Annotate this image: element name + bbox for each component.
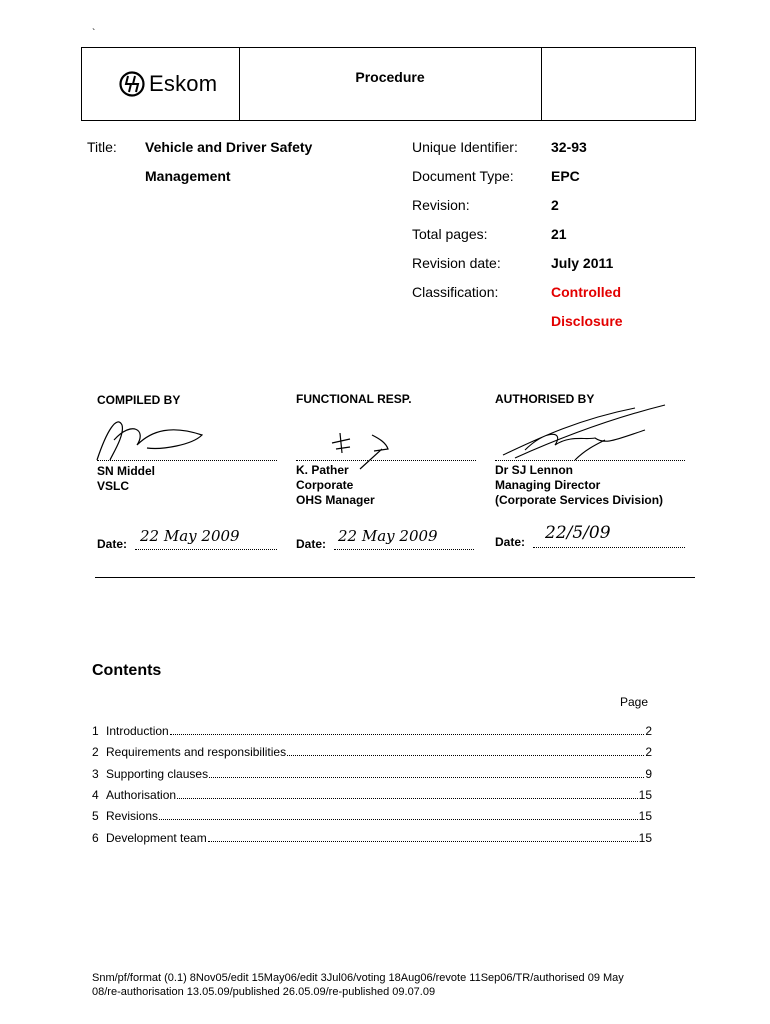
toc-item-title: Authorisation [106, 788, 177, 802]
functional-resp-date-line [334, 549, 474, 550]
toc-leader [208, 841, 638, 842]
functional-resp-date-handwritten: 22 May 2009 [338, 527, 438, 545]
toc-item[interactable] [92, 767, 652, 781]
toc-leader [170, 734, 645, 735]
compiled-by-role: VSLC [97, 479, 130, 493]
toc-leader [209, 777, 644, 778]
footer-line-1: Snm/pf/format (0.1) 8Nov05/edit 15May06/edit 3Jul06/voting 18Aug06/revote 11Sep06/TR/authorised 09 May [92, 972, 624, 984]
toc-item-number: 6 [92, 831, 99, 845]
toc-item-number: 5 [92, 809, 99, 823]
eskom-emblem-icon [119, 71, 145, 97]
title-line-1: Vehicle and Driver Safety [145, 139, 313, 155]
compiled-by-date-line [135, 549, 277, 550]
toc-item[interactable] [92, 745, 652, 759]
functional-resp-name: K. Pather [296, 463, 349, 477]
functional-resp-role-2: OHS Manager [296, 493, 375, 507]
authorised-by-heading: AUTHORISED BY [495, 392, 595, 406]
functional-resp-role-1: Corporate [296, 478, 354, 492]
functional-resp-date-label: Date: [296, 537, 327, 551]
authorised-by-date-line [533, 547, 685, 548]
title-label: Title: [87, 139, 117, 155]
field-value-revision: 2 [551, 197, 559, 213]
contents-heading: Contents [92, 662, 162, 679]
toc-item-title: Development team [106, 831, 207, 845]
toc-item[interactable] [92, 831, 652, 845]
toc-item-title: Supporting clauses [106, 767, 209, 781]
functional-resp-sign-line [296, 460, 476, 461]
toc-item-page: 9 [645, 767, 652, 781]
logo-text: Eskom [149, 71, 218, 96]
compiled-by-heading: COMPILED BY [97, 393, 181, 407]
field-value-revision-date: July 2011 [551, 255, 614, 271]
toc-item-number: 2 [92, 745, 99, 759]
stray-mark: ` [92, 28, 96, 39]
authorised-by-name: Dr SJ Lennon [495, 463, 574, 477]
toc-item-title: Introduction [106, 724, 169, 738]
field-label-revision-date: Revision date: [412, 255, 501, 271]
classification-line-2: Disclosure [551, 313, 623, 329]
field-label-revision: Revision: [412, 197, 470, 213]
eskom-logo [119, 71, 217, 97]
toc-item-page: 2 [645, 724, 652, 738]
authorised-by-signature [495, 400, 675, 465]
field-label-total-pages: Total pages: [412, 226, 488, 242]
signature-separator [95, 577, 695, 578]
toc-leader [159, 819, 638, 820]
document-footer [92, 971, 682, 999]
toc-item-title: Requirements and responsibilities [106, 745, 287, 759]
compiled-by-date-handwritten: 22 May 2009 [140, 527, 240, 545]
compiled-by-signature [92, 410, 222, 470]
toc-item-title: Revisions [106, 809, 159, 823]
field-value-identifier: 32-93 [551, 139, 587, 155]
toc-item[interactable] [92, 809, 652, 823]
field-value-total-pages: 21 [551, 226, 567, 242]
footer-line-2: 08/re-authorisation 13.05.09/published 26.05.09/re-published 09.07.09 [92, 986, 436, 998]
field-label-identifier: Unique Identifier: [412, 139, 518, 155]
field-label-classification: Classification: [412, 284, 499, 300]
doc-kind: Procedure [355, 69, 425, 85]
field-value-classification: Controlled [551, 284, 621, 300]
authorised-by-sign-line [495, 460, 685, 461]
title-line-2: Management [145, 168, 231, 184]
toc-leader [287, 755, 644, 756]
authorised-by-role-1: Managing Director [495, 478, 601, 492]
authorised-by-role-2: (Corporate Services Division) [495, 493, 664, 507]
toc-item-page: 15 [638, 788, 652, 802]
document-header [81, 47, 696, 121]
compiled-by-sign-line [97, 460, 277, 461]
field-value-doc-type: EPC [551, 168, 580, 184]
toc-item-page: 15 [638, 831, 652, 845]
logo-cell [82, 48, 240, 120]
compiled-by-name: SN Middel [97, 464, 156, 478]
toc-leader [177, 798, 638, 799]
field-label-doc-type: Document Type: [412, 168, 514, 184]
toc-item-number: 4 [92, 788, 99, 802]
toc-item-page: 2 [645, 745, 652, 759]
functional-resp-heading: FUNCTIONAL RESP. [296, 392, 412, 406]
contents-page-heading: Page [620, 695, 649, 709]
toc-item-number: 1 [92, 724, 99, 738]
empty-cell [541, 48, 695, 120]
authorised-by-date-label: Date: [495, 535, 526, 549]
toc-item-number: 3 [92, 767, 99, 781]
compiled-by-date-label: Date: [97, 537, 128, 551]
authorised-by-date-handwritten: 22/5/09 [545, 523, 611, 543]
toc-item[interactable] [92, 788, 652, 802]
toc-item[interactable] [92, 724, 652, 738]
toc-item-page: 15 [638, 809, 652, 823]
doc-kind-cell [239, 48, 542, 120]
